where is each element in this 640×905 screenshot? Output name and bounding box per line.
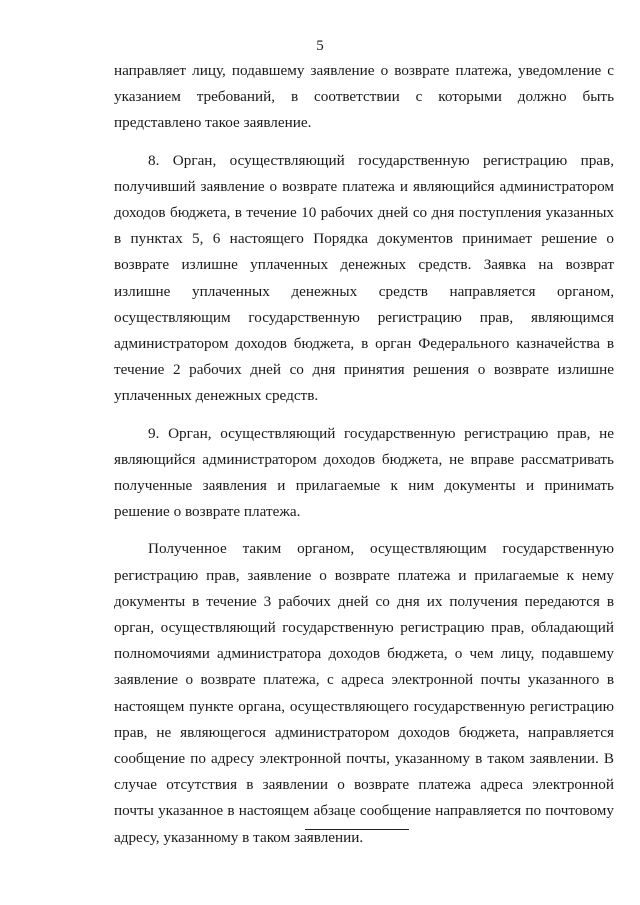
paragraph-item-9-second: Полученное таким органом, осуществляющим государственную регистрацию прав, заявление о возврате платежа и прилагаемые к нему документы в течение 3 рабочих дней со дня их получения передаются в орган, осуществляющий государственную регистрацию прав, обладающий полномочиями администратора доходов бюджета, о чем лицу, подавшему заявление о возврате платежа, с адреса электронной почты указанного в настоящем пункте органа, осуществляющего государственную регистрацию прав, не являющегося администратором доходов бюджета, направляется сообщение по адресу электронной почты, указанному в таком заявлении. В случае отсутствия в заявлении о возврате платежа адреса электронной почты указанное в настоящем абзаце сообщение направляется по почтовому адресу, указанному в таком заявлении. (114, 540, 614, 846)
page-number: 5 (316, 38, 324, 54)
paragraph-continuation: направляет лицу, подавшему заявление о возврате платежа, уведомление с указанием требований, в соответствии с которыми должно быть представлено такое заявление. (114, 62, 614, 132)
paragraph-item-8: 8. Орган, осуществляющий государственную регистрацию прав, получивший заявление о возврате платежа и являющийся администратором доходов бюджета, в течение 10 рабочих дней со дня поступления указанных в пунктах 5, 6 настоящего Порядка документов принимает решение о возврате излишне уплаченных денежных средств. Заявка на возврат излишне уплаченных денежных средств направляется органом, осуществляющим государственную регистрацию прав, являющимся администратором доходов бюджета, в орган Федерального казначейства в течение 2 рабочих дней со дня принятия решения о возврате излишне уплаченных денежных средств. (114, 151, 614, 405)
document-body (114, 58, 614, 862)
end-of-document-rule (305, 829, 409, 830)
paragraph-item-9: 9. Орган, осуществляющий государственную регистрацию прав, не являющийся администратором доходов бюджета, не вправе рассматривать полученные заявления и прилагаемые к ним документы и принимать решение о возврате платежа. (114, 424, 614, 521)
